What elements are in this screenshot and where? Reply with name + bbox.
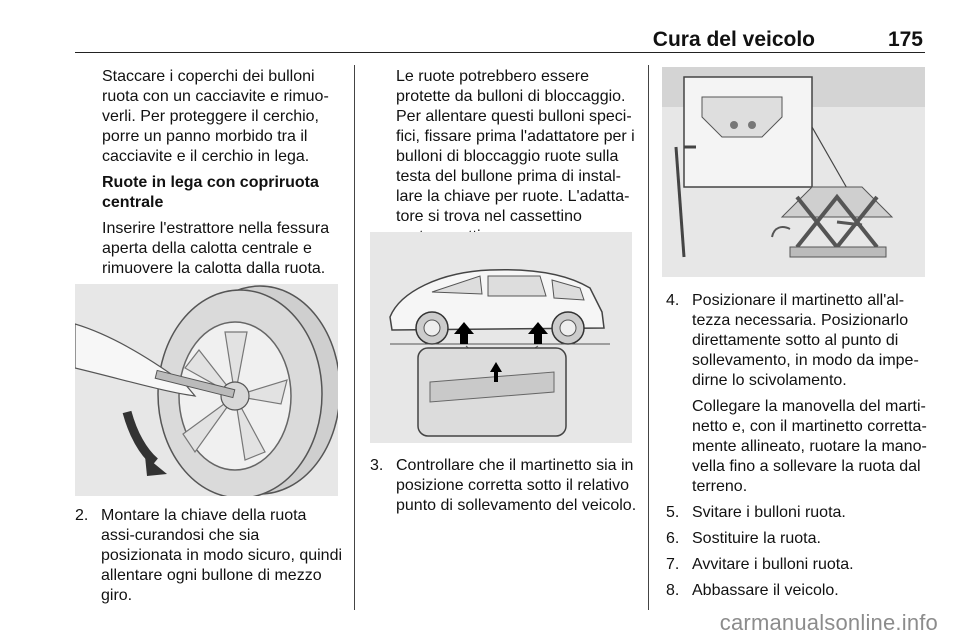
page-header	[75, 26, 925, 53]
step-7-text: Avvitare i bulloni ruota.	[692, 556, 854, 573]
paragraph-remove-center-cap: Inserire l'estrattore nella fessura aperta della calotta centrale e rimuovere la calotta dalla ruota.	[102, 220, 330, 277]
page-number: 175	[887, 28, 923, 51]
step-5-text: Svitare i bulloni ruota.	[692, 504, 846, 521]
jack-position-illustration	[662, 67, 925, 277]
paragraph-remove-caps: Staccare i coperchi dei bulloni ruota con un cacciavite e rimuo-verli. Per proteggere il cerchio, porre un panno morbido tra il cacciavite e il cerchio in lega.	[102, 68, 329, 165]
step-6-text: Sostituire la ruota.	[692, 530, 821, 547]
subheading-alloy-wheels: Ruote in lega con copriruota centrale	[102, 174, 319, 211]
figure-wheel-wrench	[75, 284, 338, 496]
step-6-number: 6.	[666, 530, 680, 547]
step-8-text: Abbassare il veicolo.	[692, 582, 839, 599]
column-1-text	[102, 67, 342, 311]
step-5	[666, 503, 928, 523]
step-2	[75, 506, 343, 606]
step-6	[666, 529, 928, 549]
step-2-number: 2.	[75, 507, 89, 524]
step-3-number: 3.	[370, 457, 384, 474]
step-4-number: 4.	[666, 292, 680, 309]
step-4	[666, 291, 928, 497]
step-8-number: 8.	[666, 582, 680, 599]
step-7	[666, 555, 928, 575]
step-2-text: Montare la chiave della ruota assi-curandosi che sia posizionata in modo sicuro, quindi allentare ogni bullone di mezzo giro.	[101, 507, 343, 604]
paragraph-locking-bolts: Le ruote potrebbero essere protette da bulloni di bloccaggio. Per allentare questi bulloni speci-fici, fissare prima l'adattatore per i bulloni di bloccaggio ruote sulla testa del bullone prima di instal-lare la chiave per ruote. L'adatta-tore si trova nel cassettino	[396, 68, 635, 225]
step-8	[666, 581, 928, 601]
step-4-text: Posizionare il martinetto all'al-tezza necessaria. Posizionarlo direttamente sotto al punto di sollevamento, in modo da impe-dirne lo scivolamento.	[692, 292, 919, 389]
column-3-steps	[666, 291, 928, 601]
column-divider-1	[354, 65, 355, 610]
step-3	[370, 456, 638, 516]
wheel-wrench-illustration	[75, 284, 338, 496]
figure-jack-position	[662, 67, 925, 277]
watermark: carmanualsonline.info	[719, 610, 938, 635]
car-jacking-points-illustration	[370, 232, 632, 443]
column-2-text	[396, 67, 636, 253]
column-divider-2	[648, 65, 649, 610]
step-5-number: 5.	[666, 504, 680, 521]
step-4-text-2: Collegare la manovella del marti-netto e, con il martinetto corretta-mente allineato, ruotare la mano-vella fino a sollevare la ruota dal terreno.	[692, 398, 927, 495]
step-3-text: Controllare che il martinetto sia in posizione corretta sotto il relativo punto di sollevamento del veicolo.	[396, 457, 637, 514]
section-title: Cura del veicolo	[652, 28, 815, 51]
figure-car-jacking-points	[370, 232, 632, 443]
step-7-number: 7.	[666, 556, 680, 573]
